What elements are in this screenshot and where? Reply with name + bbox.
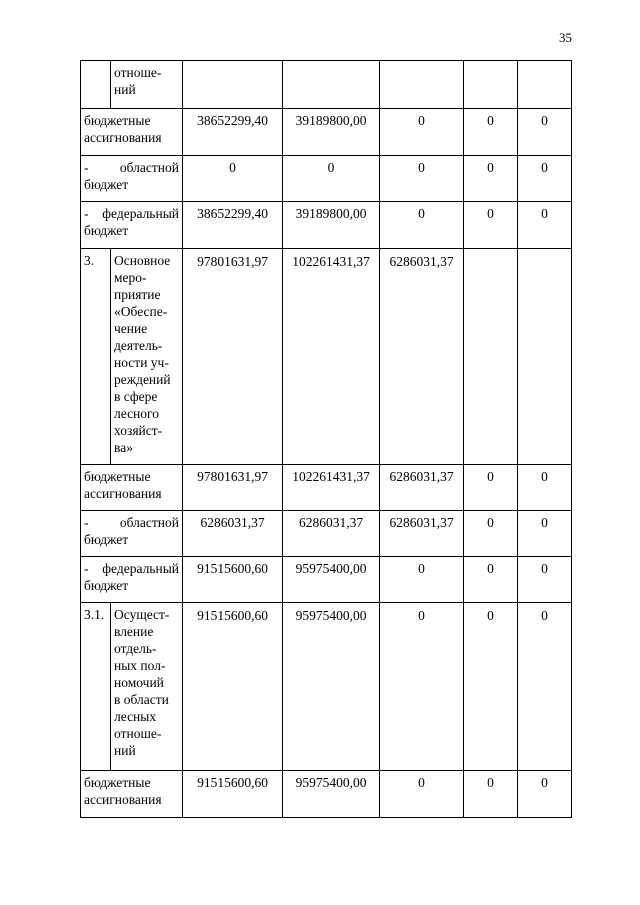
value-cell: 39189800,00 [283, 202, 380, 249]
page-number: 35 [559, 30, 572, 45]
value-cell [183, 61, 283, 109]
value-cell: 0 [518, 511, 572, 557]
value-cell [464, 249, 518, 465]
value-cell: 91515600,60 [183, 557, 283, 603]
table-row [81, 557, 572, 603]
value-cell: 0 [380, 771, 464, 818]
value-cell: 95975400,00 [283, 557, 380, 603]
value-cell [518, 249, 572, 465]
row-label-cell: - федеральный бюджет [81, 202, 183, 249]
value-cell: 95975400,00 [283, 771, 380, 818]
value-cell: 0 [380, 156, 464, 202]
value-cell: 0 [518, 771, 572, 818]
value-cell: 91515600,60 [183, 771, 283, 818]
value-cell: 97801631,97 [183, 465, 283, 511]
value-cell: 6286031,37 [283, 511, 380, 557]
value-cell: 102261431,37 [283, 465, 380, 511]
value-cell: 38652299,40 [183, 202, 283, 249]
value-cell: 102261431,37 [283, 249, 380, 465]
table-row [81, 156, 572, 202]
value-cell: 0 [518, 557, 572, 603]
value-cell: 38652299,40 [183, 109, 283, 156]
value-cell: 0 [464, 557, 518, 603]
value-cell: 6286031,37 [380, 511, 464, 557]
value-cell [380, 61, 464, 109]
table-row [81, 511, 572, 557]
item-description-cell: Осущест- вление отдель- ных пол- номочий в области лесных отноше- ний [111, 603, 183, 771]
value-cell: 0 [464, 771, 518, 818]
value-cell [283, 61, 380, 109]
value-cell: 0 [464, 465, 518, 511]
table-row [81, 465, 572, 511]
row-label-cell: - областной бюджет [81, 511, 183, 557]
row-label-cell: бюджетные ассигнования [81, 465, 183, 511]
item-number-cell: 3. [81, 249, 111, 465]
value-cell: 0 [464, 511, 518, 557]
value-cell: 0 [518, 603, 572, 771]
value-cell: 0 [464, 202, 518, 249]
budget-table [80, 60, 572, 818]
value-cell: 95975400,00 [283, 603, 380, 771]
row-label-cell: - областной бюджет [81, 156, 183, 202]
row-label-cell: бюджетные ассигнования [81, 771, 183, 818]
value-cell [518, 61, 572, 109]
value-cell: 0 [518, 465, 572, 511]
table-row [81, 109, 572, 156]
value-cell: 0 [464, 109, 518, 156]
value-cell: 0 [380, 557, 464, 603]
table-row [81, 61, 572, 109]
table-row [81, 249, 572, 465]
item-description-cell: отноше- ний [111, 61, 183, 109]
row-label-cell: бюджетные ассигнования [81, 109, 183, 156]
value-cell: 6286031,37 [183, 511, 283, 557]
value-cell: 0 [380, 109, 464, 156]
value-cell [464, 61, 518, 109]
value-cell: 0 [464, 156, 518, 202]
table-row [81, 603, 572, 771]
value-cell: 97801631,97 [183, 249, 283, 465]
value-cell: 91515600,60 [183, 603, 283, 771]
value-cell: 0 [283, 156, 380, 202]
value-cell: 6286031,37 [380, 465, 464, 511]
value-cell: 0 [380, 603, 464, 771]
value-cell: 6286031,37 [380, 249, 464, 465]
table-row [81, 202, 572, 249]
row-label-cell: - федеральный бюджет [81, 557, 183, 603]
value-cell: 0 [518, 202, 572, 249]
item-description-cell: Основное меро- приятие «Обеспе- чение деятель- ности уч- реждений в сфере лесного хозяйст- ва» [111, 249, 183, 465]
value-cell: 0 [518, 109, 572, 156]
value-cell: 0 [518, 156, 572, 202]
value-cell: 0 [464, 603, 518, 771]
item-number-cell [81, 61, 111, 109]
table-row [81, 771, 572, 818]
value-cell: 0 [380, 202, 464, 249]
item-number-cell: 3.1. [81, 603, 111, 771]
value-cell: 0 [183, 156, 283, 202]
value-cell: 39189800,00 [283, 109, 380, 156]
